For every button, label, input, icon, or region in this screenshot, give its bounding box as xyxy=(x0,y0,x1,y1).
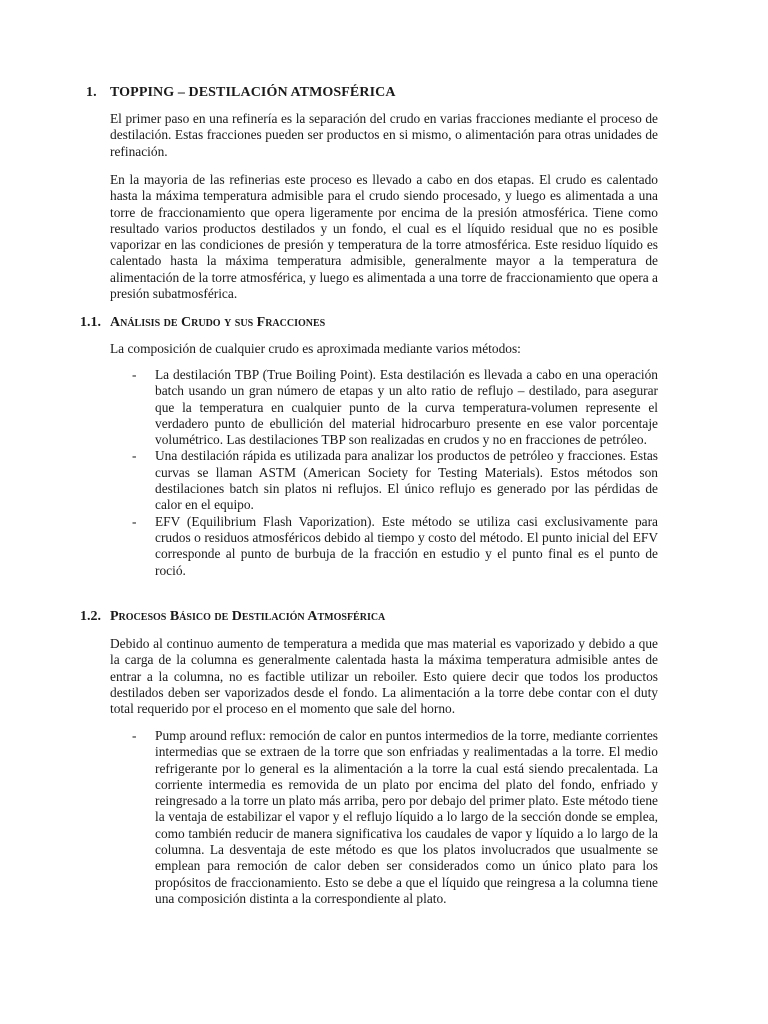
list-item xyxy=(110,728,658,907)
bullet-dash: - xyxy=(132,513,137,529)
list-item-text: Una destilación rápida es utilizada para analizar los productos de petróleo y fracciones. Estas curvas se llaman ASTM (American Society for Testing Materials). Estos métodos son destilaciones batch sin platos ni reflujos. El único reflujo es generado por las pérdidas de calor en el equipo. xyxy=(155,448,658,513)
list-item xyxy=(110,367,658,448)
section-1-paragraph-1: El primer paso en una refinería es la separación del crudo en varias fracciones mediante el proceso de destilación. Estas fracciones pueden ser productos en si mismo, o alimentación para otras unidades de refinación. xyxy=(110,111,658,159)
section-1-2-heading xyxy=(80,609,385,625)
list-item xyxy=(110,514,658,579)
section-1-title: TOPPING – DESTILACIÓN ATMOSFÉRICA xyxy=(110,85,396,100)
bullet-dash: - xyxy=(132,728,137,743)
section-1-1-list xyxy=(110,367,658,579)
list-item-text: EFV (Equilibrium Flash Vaporization). Este método se utiliza casi exclusivamente para crudos o residuos atmosféricos debido al tiempo y costo del método. El punto inicial del EFV corresponde al punto de burbuja de la fracción en estudio y el punto final es el punto de roció. xyxy=(155,513,658,578)
bullet-dash: - xyxy=(132,448,137,464)
section-1-1-number: 1.1. xyxy=(80,315,101,330)
section-1-2-list xyxy=(110,728,658,907)
section-1-1-heading xyxy=(80,315,325,331)
list-item-text: Pump around reflux: remoción de calor en puntos intermedios de la torre, mediante corrientes intermedias que se extraen de la torre que son enfriadas y realimentadas a la torre. El medio refrigerante por lo general es la alimentación a la torre la cual está siendo precalentada. La corriente intermedia es removida de un plato por encima del plato del fondo, enfriado y reingresado a la torre un plato más arriba, pero por debajo del primer plato. Este método tiene la ventaja de estabilizar el vapor y el reflujo líquido a lo largo de la sección donde se emplea, como también reducir de manera significativa los caudales de vapor y líquido a lo largo de la columna. La desventaja de este método es que los platos involucrados que usualmente se emplean para remoción de calor deben ser considerados como un único plato para los propósitos de fraccionamiento. Esto se debe a que el líquido que reingresa a la columna tiene una composición distinta a la correspondiente al plato. xyxy=(155,728,658,906)
section-1-2-title: Procesos Básico de Destilación Atmosférica xyxy=(110,609,386,624)
section-1-2-paragraph-1: Debido al continuo aumento de temperatura a medida que mas material es vaporizado y debido a que la carga de la columna es generalmente calentada hasta la máxima temperatura admisible antes de entrar a la columna, no es factible utilizar un reboiler. Esto quiere decir que todos los productos destilados deben ser vaporizados desde el fondo. La alimentación a la torre debe contar con el duty total requerido por el proceso en el momento que sale del horno. xyxy=(110,636,658,717)
list-item xyxy=(110,448,658,513)
section-1-1-title: Análisis de Crudo y sus Fracciones xyxy=(110,315,326,330)
section-1-2-number: 1.2. xyxy=(80,609,101,624)
section-1-number: 1. xyxy=(86,85,97,100)
bullet-dash: - xyxy=(132,367,137,382)
section-1-paragraph-2: En la mayoria de las refinerias este proceso es llevado a cabo en dos etapas. El crudo es calentado hasta la máxima temperatura admisible para el crudo siendo procesado, y luego es alimentada a una torre de fraccionamiento que opera ligeramente por encima de la presión atmosférica. Tiene como resultado varios productos destilados y un fondo, el cual es el líquido residual que no es posible vaporizar en las condiciones de presión y temperatura de la torre atmosférica. Este residuo líquido es calentado hasta la máxima temperatura admisible, generalmente mayor a la temperatura de alimentación de la torre atmosférica, y luego es alimentada a una torre de fraccionamiento que opera a presión subatmosférica. xyxy=(110,172,658,302)
section-1-1-intro: La composición de cualquier crudo es aproximada mediante varios métodos: xyxy=(110,341,521,356)
list-item-text: La destilación TBP (True Boiling Point). Esta destilación es llevada a cabo en una operación batch usando un gran número de etapas y un alto ratio de reflujo – destilado, para asegurar que la temperatura en cualquier punto de la curva temperatura-volumen represente el verdadero punto de ebullición del material hidrocarburo presente en ese valor porcentaje volumétrico. Las destilaciones TBP son realizadas en crudos y no en fracciones de petróleo. xyxy=(155,367,658,448)
section-1-heading xyxy=(86,85,396,101)
